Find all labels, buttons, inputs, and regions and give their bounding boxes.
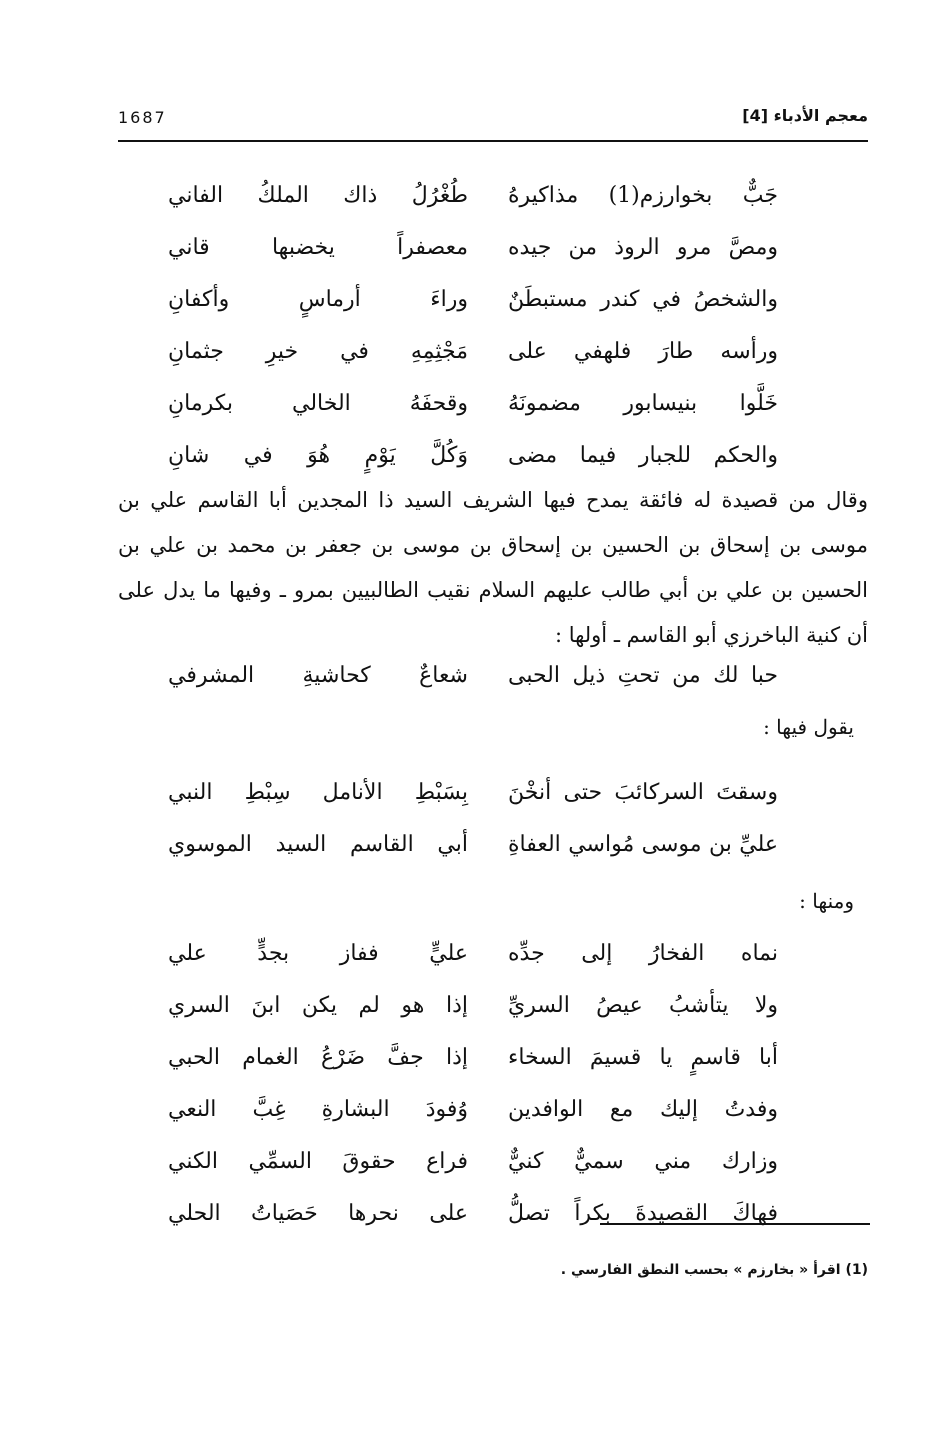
verse-first-hemistich: أبا قاسمٍ يا قسيمَ السخاء	[508, 1045, 778, 1070]
verse-second-hemistich: وُفودَ البشارةِ غِبَّ النعي	[168, 1097, 468, 1122]
verse-second-hemistich: فراع حقوقَ السمِّي الكني	[168, 1149, 468, 1174]
prose-text: وقال من قصيدة له فائقة يمدح فيها الشريف السيد ذا المجدين أبا القاسم علي بن موسى بن إسحاق بن الحسين بن إسحاق بن موسى بن جعفر بن محمد بن علي بن الحسين بن علي بن أبي طالب عليهم السلام نقيب الطالبيين بمرو ـ وفيها ما يدل على أن كنية الباخرزي أبو القاسم ـ أولها :	[118, 488, 868, 647]
poem-block-2	[118, 650, 868, 702]
verse-first-hemistich: وسقتَ السركائبَ حتى أنخْنَ	[508, 780, 778, 805]
verse-second-hemistich: وقحفَهُ الخالي بكرمانِ	[168, 391, 468, 416]
verse-first-hemistich: نماه الفخارُ إلى جدِّه	[508, 941, 778, 966]
verse-second-hemistich: وراءَ أرماسٍ وأكفانِ	[168, 287, 468, 312]
running-title: معجم الأدباء [4]	[742, 106, 868, 125]
verse-second-hemistich: على نحرها حَصَياتُ الحلي	[168, 1201, 468, 1226]
verse-second-hemistich: معصفراً يخضبها قاني	[168, 235, 468, 260]
verse-first-hemistich: خَلَّوا بنيسابور مضمونَهُ	[508, 391, 778, 416]
verse-second-hemistich: إذا هو لم يكن ابنَ السري	[168, 993, 468, 1018]
verse-line	[118, 430, 868, 482]
page-number: 1687	[118, 108, 167, 127]
verse-line	[118, 1136, 868, 1188]
verse-line	[118, 980, 868, 1032]
footnote: (1) اقرأ « بخارزم » بحسب النطق الفارسي .	[560, 1262, 868, 1278]
verse-first-hemistich: وزارك مني سميٌّ كنيٌّ	[508, 1149, 778, 1174]
verse-line	[118, 767, 868, 819]
verse-second-hemistich: شعاعٌ كحاشيةِ المشرفي	[168, 663, 468, 688]
verse-first-hemistich: عليِّ بن موسى مُواسي العفاةِ	[508, 832, 778, 857]
verse-line	[118, 1084, 868, 1136]
verse-second-hemistich: مَجْثِمِهِ في خيرِ جثمانِ	[168, 339, 468, 364]
footnote-divider	[600, 1223, 870, 1225]
verse-first-hemistich: ومصَّ مرو الروذ من جيده	[508, 235, 778, 260]
verse-second-hemistich: بِسَبْطِ الأنامل سِبْطِ النبي	[168, 780, 468, 805]
poem-block-3	[118, 767, 868, 871]
poem-block-4	[118, 928, 868, 1240]
poem-block-1	[118, 170, 868, 482]
verse-line	[118, 1032, 868, 1084]
section-label: يقول فيها :	[763, 715, 854, 739]
verse-second-hemistich: إذا جفَّ ضَرْعُ الغمام الحبي	[168, 1045, 468, 1070]
verse-first-hemistich: ورأسه طارَ فلهفي على	[508, 339, 778, 364]
verse-line	[118, 274, 868, 326]
verse-second-hemistich: وَكُلَّ يَوْمٍ هُوَ في شانِ	[168, 443, 468, 468]
section-label: ومنها :	[799, 889, 854, 913]
verse-first-hemistich: ولا يتأشبُ عيصُ السريِّ	[508, 993, 778, 1018]
verse-second-hemistich: طُغْرُلُ ذاك الملكُ الفاني	[168, 183, 468, 208]
verse-second-hemistich: عليٍّ ففاز بجدٍّ علي	[168, 941, 468, 966]
page-header	[118, 104, 868, 142]
verse-line	[118, 222, 868, 274]
verse-line	[118, 819, 868, 871]
verse-first-hemistich: وفدتُ إليك مع الوافدين	[508, 1097, 778, 1122]
verse-line	[118, 326, 868, 378]
verse-first-hemistich: جَبٌّ بخوارزم(1) مذاكيرهُ	[508, 183, 778, 208]
verse-first-hemistich: فهاكَ القصيدةَ بكراً تصلُّ	[508, 1201, 778, 1226]
prose-paragraph	[118, 478, 868, 658]
verse-line	[118, 1188, 868, 1240]
verse-line	[118, 650, 868, 702]
verse-first-hemistich: والشخصُ في كندر مستبطَنٌ	[508, 287, 778, 312]
verse-second-hemistich: أبي القاسم السيد الموسوي	[168, 832, 468, 857]
verse-line	[118, 170, 868, 222]
verse-line	[118, 378, 868, 430]
verse-first-hemistich: حبا لك من تحتِ ذيل الحبى	[508, 663, 778, 688]
verse-line	[118, 928, 868, 980]
verse-first-hemistich: والحكم للجبار فيما مضى	[508, 443, 778, 468]
